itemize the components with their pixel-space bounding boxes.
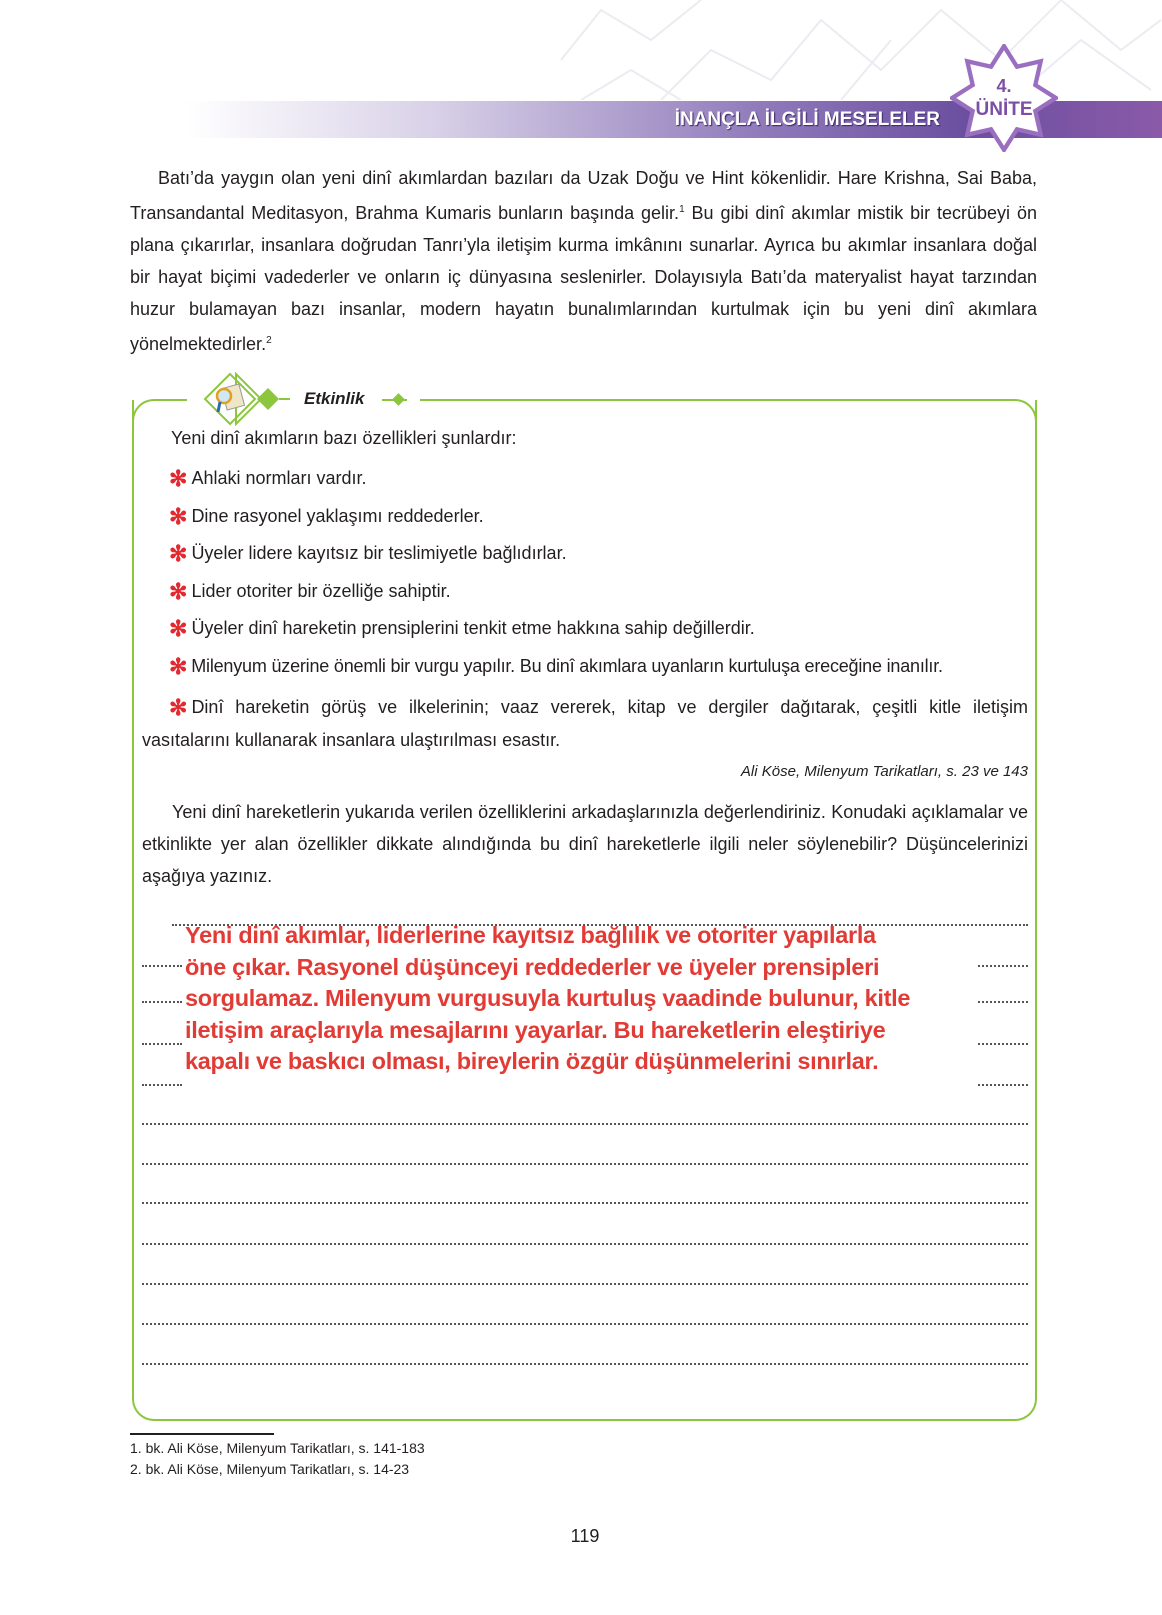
answer-line[interactable] [142, 1163, 1028, 1165]
answer-text-line: Yeni dinî akımlar, liderlerine kayıtsız bağlılık ve otoriter yapılarla [185, 922, 876, 948]
intro-text-2: Bu gibi dinî akımlar mistik bir tecrübeyi ön plana çıkarırlar, insanlara doğrudan Tanrı’yla iletişim kurma imkânını sunarlar. Ayrıca bu akımlar insanlara doğal bir hayat biçimi vadederler ve onların iç dünyasına seslenirler. Dolayısıyla Batı’da materyalist hayat tarzından huzur bulamayan bazı insanlar, modern hayatın bunalımlarından kurtulmak için bu yeni dinî akımlara yönelmektedirler. [130, 203, 1037, 354]
answer-line[interactable] [142, 1202, 1028, 1204]
asterisk-icon: ✻ [169, 695, 188, 720]
list-item: ✻ Milenyum üzerine önemli bir vurgu yapılır. Bu dinî akımlara uyanların kurtuluşa ereceğine inanılır. [169, 654, 943, 679]
answer-line[interactable] [142, 1323, 1028, 1325]
answer-line[interactable] [142, 965, 182, 967]
asterisk-icon: ✻ [169, 654, 188, 679]
page-number: 119 [570, 1526, 600, 1546]
list-item: ✻ Ahlaki normları vardır. [169, 466, 367, 491]
asterisk-icon: ✻ [169, 579, 188, 604]
answer-text-line: iletişim araçlarıyla mesajlarını yayarlar. Bu hareketlerin eleştiriye [185, 1016, 886, 1043]
activity-box-border [420, 399, 1037, 423]
list-item: ✻ Üyeler lidere kayıtsız bir teslimiyetle bağlıdırlar. [169, 541, 567, 566]
answer-line[interactable] [978, 965, 1028, 967]
answer-line[interactable] [142, 1243, 1028, 1245]
answer-line[interactable] [142, 1043, 182, 1045]
answer-text-line: kapalı ve baskıcı olması, bireylerin özgür düşünmelerini sınırlar. [185, 1048, 879, 1074]
answer-line[interactable] [978, 1043, 1028, 1045]
answer-line[interactable] [142, 1123, 1028, 1125]
magnifier-document-icon [200, 372, 290, 427]
activity-label: Etkinlik [304, 389, 365, 408]
citation: Ali Köse, Milenyum Tarikatları, s. 23 ve 143 [740, 763, 1028, 780]
answer-line[interactable] [142, 1084, 182, 1086]
unit-badge-star-icon [950, 44, 1058, 152]
answer-line[interactable] [142, 1001, 182, 1003]
answer-line[interactable] [978, 1001, 1028, 1003]
list-item: ✻ Dine rasyonel yaklaşımı reddederler. [169, 504, 484, 529]
activity-question: Yeni dinî hareketlerin yukarıda verilen özelliklerini arkadaşlarınızla değerlendiriniz. Konudaki açıklamalar ve etkinlikte yer alan özellikler dikkate alındığında bu dinî hareketlerle ilgili neler söylenebilir? Düşüncelerinizi aşağıya yazınız. [142, 802, 1028, 886]
list-item: ✻ Dinî hareketin görüş ve ilkelerinin; vaaz vererek, kitap ve dergiler dağıtarak, çeşitli kitle iletişim vasıtalarını kullanarak insanlara ulaştırılması esastır. [142, 695, 1028, 750]
intro-text-1: Batı’da yaygın olan yeni dinî akımlardan bazıları da Uzak Doğu ve Hint kökenlidir. Hare Krishna, Sai Baba, Transandantal Meditasyon, Brahma Kumaris bunların başında gelir. [130, 168, 1037, 223]
footnote-ref-1: 1 [679, 204, 685, 215]
unit-label: ÜNİTE [975, 99, 1033, 120]
asterisk-icon: ✻ [169, 504, 188, 529]
unit-number: 4. [996, 76, 1012, 96]
list-item: ✻ Lider otoriter bir özelliğe sahiptir. [169, 579, 451, 604]
asterisk-icon: ✻ [169, 616, 188, 641]
list-item: ✻ Üyeler dinî hareketin prensiplerini tenkit etme hakkına sahip değillerdir. [169, 616, 755, 641]
answer-line[interactable] [978, 1084, 1028, 1086]
footnote-divider [130, 1433, 274, 1435]
answer-line[interactable] [142, 1363, 1028, 1365]
geometric-pattern-background [560, 0, 1162, 100]
footnote-ref-2: 2 [266, 335, 272, 346]
handwritten-answer [185, 920, 910, 1078]
footnote-2: 2. bk. Ali Köse, Milenyum Tarikatları, s. 14-23 [130, 1461, 410, 1477]
asterisk-icon: ✻ [169, 466, 188, 491]
answer-text-line: sorgulamaz. Milenyum vurgusuyla kurtuluş vaadinde bulunur, kitle [185, 985, 911, 1011]
unit-title: İNANÇLA İLGİLİ MESELELER [674, 109, 940, 130]
asterisk-icon: ✻ [169, 541, 188, 566]
answer-line[interactable] [142, 1283, 1028, 1285]
activity-intro: Yeni dinî akımların bazı özellikleri şunlardır: [171, 428, 517, 448]
activity-box-border [132, 399, 187, 423]
answer-text-line: öne çıkar. Rasyonel düşünceyi reddederler ve üyeler prensipleri [185, 953, 880, 980]
footnote-1: 1. bk. Ali Köse, Milenyum Tarikatları, s. 141-183 [130, 1440, 425, 1456]
intro-paragraph [130, 162, 1037, 360]
